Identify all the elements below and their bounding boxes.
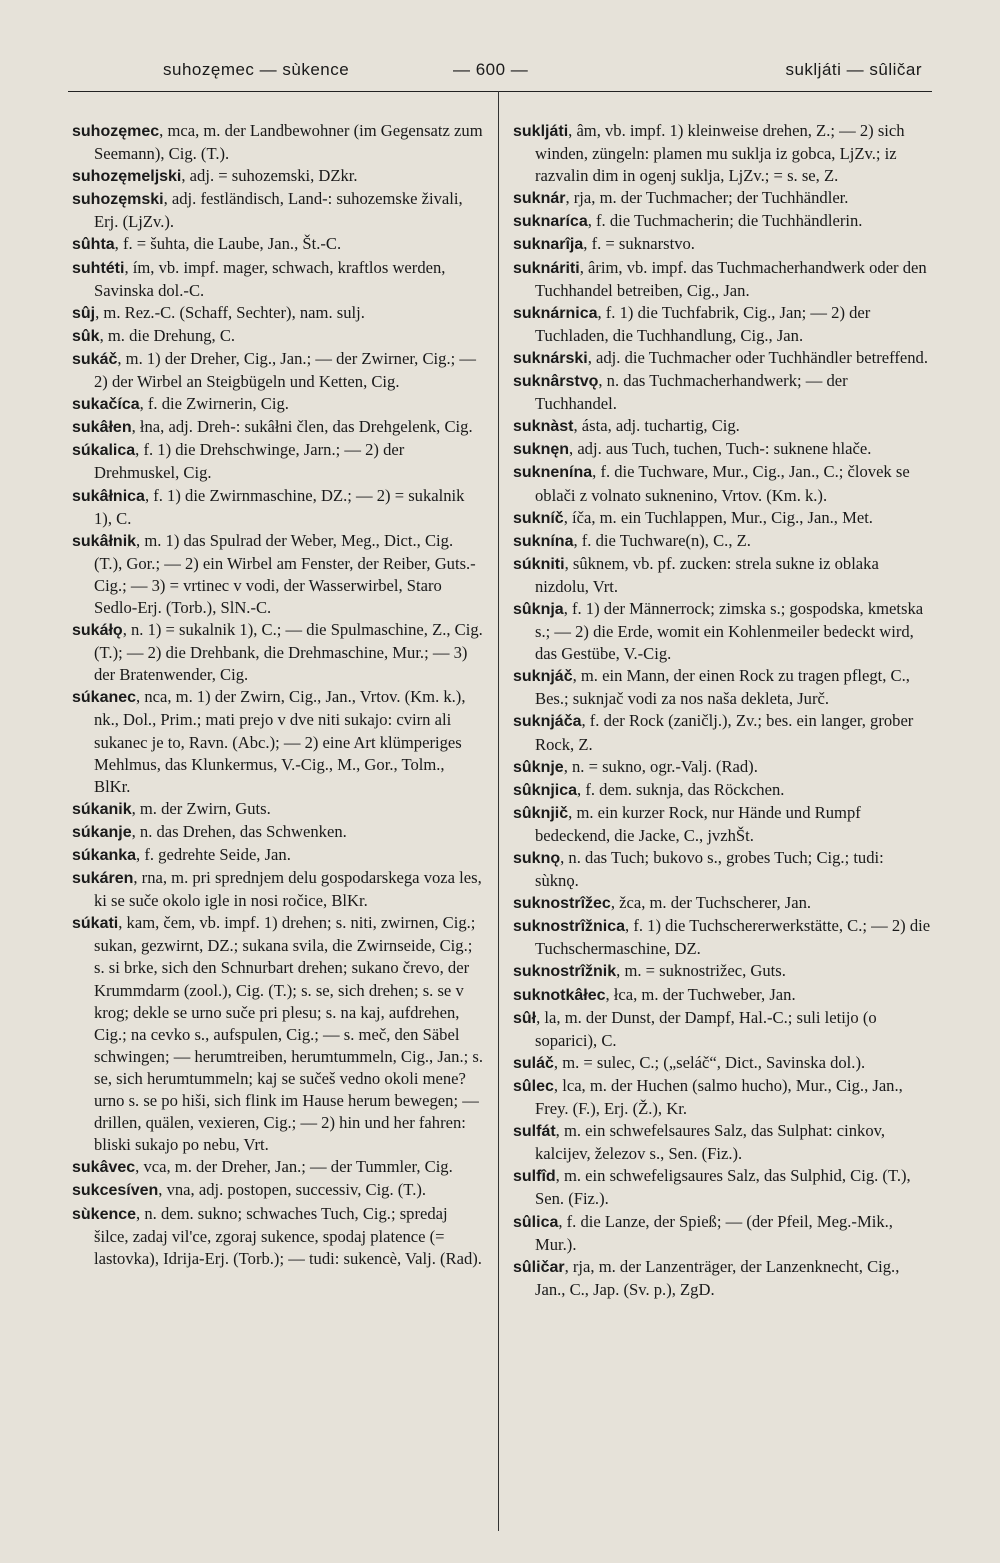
dictionary-entry [513, 665, 931, 710]
dictionary-entry [72, 348, 484, 393]
dictionary-entry [513, 530, 931, 553]
entry-headword: suknáriti [513, 259, 580, 277]
dictionary-entry [72, 1179, 484, 1202]
entry-definition: , âm, vb. impf. 1) kleinweise drehen, Z.; — 2) sich winden, züngeln: plamen mu suklja iz gobca, LjZv.; iz razvalin dim in ogenj suklja, LjZv.; = s. se, Z. [535, 121, 905, 186]
entry-headword: suhozęmski [72, 191, 164, 209]
dictionary-entry [513, 120, 931, 187]
dictionary-entry [513, 461, 931, 506]
entry-headword: sulfîd [513, 1168, 556, 1186]
entry-definition: , f. = suknarstvo. [583, 234, 695, 254]
entry-headword: sukníč [513, 509, 564, 527]
dictionary-entry [513, 233, 931, 256]
entry-headword: sulfát [513, 1123, 556, 1141]
entry-definition: , f. 1) die Drehschwinge, Jarn.; — 2) der Drehmuskel, Cig. [94, 440, 405, 483]
entry-definition: , n. das Tuchmacherhandwerk; — der Tuchhandel. [535, 371, 848, 414]
entry-headword: suláč [513, 1054, 554, 1072]
dictionary-entry [72, 165, 484, 188]
dictionary-entry [72, 188, 484, 233]
entry-headword: sûknja [513, 600, 564, 618]
entry-headword: súkanik [72, 800, 132, 818]
entry-definition: , m. Rez.-C. (Schaff, Sechter), nam. sulj. [95, 302, 365, 322]
entry-headword: súkanka [72, 847, 137, 864]
entry-headword: sûknjica [513, 781, 578, 799]
dictionary-entry [513, 960, 931, 983]
entry-definition: , ârim, vb. impf. das Tuchmacherhandwerk oder den Tuchhandel betreiben, Cig., Jan. [535, 257, 927, 300]
entry-headword: sukačíca [72, 396, 140, 414]
entry-headword: suhozęmec [72, 123, 160, 140]
dictionary-entry [72, 867, 484, 912]
entry-definition: , n. = sukno, ogr.-Valj. (Rad). [563, 756, 758, 776]
entry-definition: , m. 1) das Spulrad der Weber, Meg., Dict., Cig. (T.), Gor.; — 2) ein Wirbel am Fenster, der Reiber, Guts.-Cig.; — 3) = vrtinec v vodi, der Wasserwirbel, Staro Sedlo-Erj. (Torb.), SlN.-C. [94, 530, 476, 617]
dictionary-entry [513, 507, 931, 530]
entry-headword: sùkence [72, 1205, 137, 1223]
entry-definition: , m. = suknostrižec, Guts. [616, 961, 786, 981]
entry-definition: , kam, čem, vb. impf. 1) drehen; s. niti, zwirnen, Cig.; sukan, gezwirnt, DZ.; sukana svila, die Zwirnseide, Cig.; s. si brke, sich den Schnurbart drehen; sukano črevo, der Krummdarm (zool.), Cig. (T.); s. se, sich drehen; s. se v krog; dekle se urno suče pri plesu; s. na kaj, aufdrehen, Cig.; na cevko s., aufspulen, Cig.; — s. meč, den Säbel schwingen; — herumtreiben, herumtummeln, Cig., Jan.; s. se, sich herumtummeln; kaj se sučeš vedno okoli mene? urno s. se po hiši, sich flink im Hause herum bewegen; — drillen, quälen, vexieren, Cig.; — 2) hin und her fahren: bliski sukajo po nebu, Vrt. [94, 913, 483, 1155]
entry-definition: , f. 1) die Tuchschererwerkstätte, C.; — 2) die Tuchschermaschine, DZ. [535, 916, 931, 959]
dictionary-entry [513, 415, 931, 438]
dictionary-entry [513, 847, 931, 892]
dictionary-entry [513, 257, 931, 302]
dictionary-entry [513, 302, 931, 347]
dictionary-entry [72, 530, 484, 619]
dictionary-entry [72, 485, 484, 530]
dictionary-entry [513, 370, 931, 415]
entry-definition: , n. das Tuch; bukovo s., grobes Tuch; Cig.; tudi: sùknǫ. [535, 848, 884, 891]
entry-headword: suknárnica [513, 304, 598, 322]
entry-definition: , m. = sulec, C.; („seláč“, Dict., Savinska dol.). [553, 1052, 866, 1072]
dictionary-entry [513, 779, 931, 802]
entry-definition: , f. gedrehte Seide, Jan. [136, 845, 291, 864]
entry-definition: , f. die Tuchmacherin; die Tuchhändlerin. [587, 211, 863, 231]
dictionary-entry [72, 1156, 484, 1179]
entry-definition: , ím, vb. impf. mager, schwach, kraftlos werden, Savinska dol.-C. [94, 257, 446, 300]
column-divider [498, 91, 499, 1531]
dictionary-entry [513, 438, 931, 461]
entry-definition: , łna, adj. Dreh-: sukâłni člen, das Drehgelenk, Cig. [131, 417, 473, 437]
entry-headword: sûknjič [513, 804, 569, 822]
dictionary-entry [72, 416, 484, 439]
entry-headword: sûł [513, 1009, 537, 1027]
dictionary-entry [72, 233, 484, 256]
entry-definition: , f. 1) die Zwirnmaschine, DZ.; — 2) = sukalnik 1), C. [94, 485, 465, 528]
entry-headword: sukáč [72, 350, 118, 368]
entry-definition: , m. die Drehung, C. [99, 325, 236, 345]
entry-definition: , f. die Tuchware, Mur., Cig., Jan., C.; človek se oblači z volnato suknenino, Vrtov. (Km. k.). [535, 462, 910, 505]
entry-headword: súkanje [72, 823, 132, 841]
dictionary-entry [513, 1120, 931, 1165]
entry-headword: suknína [513, 532, 574, 550]
entry-headword: sûk [72, 327, 100, 345]
entry-headword: sukâłen [72, 419, 132, 437]
dictionary-entry [513, 1211, 931, 1256]
entry-definition: , m. ein Mann, der einen Rock zu tragen pflegt, C., Bes.; suknjač vodi za nos naša dekleta, Jurč. [535, 666, 910, 709]
entry-headword: suknotkâłec [513, 986, 606, 1004]
entry-headword: súkniti [513, 555, 565, 573]
dictionary-entry [72, 439, 484, 484]
dictionary-entry [72, 120, 484, 165]
header-right-guideword: sukljáti — sûličar [785, 60, 922, 79]
entry-definition: , f. = šuhta, die Laube, Jan., Št.-C. [114, 234, 342, 254]
entry-definition: , vca, m. der Dreher, Jan.; — der Tummler, Cig. [135, 1157, 453, 1177]
dictionary-entry [513, 553, 931, 598]
entry-definition: , m. ein schwefeligsaures Salz, das Sulphid, Cig. (T.), Sen. (Fiz.). [535, 1166, 911, 1209]
entry-headword: sukâłnik [72, 532, 137, 550]
right-column [513, 120, 931, 1301]
page-number: — 600 — [453, 60, 529, 79]
entry-definition: , n. 1) = sukalnik 1), C.; — die Spulmaschine, Z., Cig. (T.); — 2) die Drehbank, die Drehmaschine, Mur.; — 3) der Bratenwender, Cig. [94, 620, 483, 685]
entry-definition: , f. der Rock (zaničlj.), Zv.; bes. ein langer, grober Rock, Z. [535, 711, 914, 754]
entry-definition: , rna, m. pri sprednjem delu gospodarskega voza les, ki se suče okolo igle in nosi ročice, BlKr. [94, 868, 482, 911]
entry-definition: , íča, m. ein Tuchlappen, Mur., Cig., Jan., Met. [563, 507, 873, 527]
entry-definition: , adj. die Tuchmacher oder Tuchhändler betreffend. [587, 347, 928, 367]
entry-definition: , rja, m. der Tuchmacher; der Tuchhändler. [565, 188, 849, 208]
dictionary-entry [72, 912, 484, 1156]
entry-headword: suknárski [513, 349, 588, 367]
entry-definition: , m. ein kurzer Rock, nur Hände und Rumpf bedeckend, die Jacke, C., jvzhŠt. [535, 802, 861, 845]
entry-definition: , lca, m. der Huchen (salmo hucho), Mur., Cig., Jan., Frey. (F.), Erj. (Ž.), Kr. [535, 1075, 903, 1119]
entry-definition: , f. die Tuchware(n), C., Z. [573, 530, 751, 550]
entry-definition: , sûknem, vb. pf. zucken: strela sukne iz oblaka nizdolu, Vrt. [535, 553, 879, 596]
entry-definition: , la, m. der Dunst, der Dampf, Hal.-C.; suli letijo (o soparici), C. [535, 1007, 877, 1050]
entry-headword: sukáren [72, 870, 134, 888]
dictionary-entry [513, 187, 931, 210]
dictionary-entry [72, 325, 484, 348]
entry-definition: , adj. aus Tuch, tuchen, Tuch-: suknene hlače. [569, 439, 872, 459]
entry-headword: sukâvec [72, 1159, 136, 1177]
entry-definition: , n. das Drehen, das Schwenken. [131, 821, 347, 841]
dictionary-entry [513, 915, 931, 960]
entry-definition: , žca, m. der Tuchscherer, Jan. [610, 893, 812, 913]
entry-headword: suknostrîžec [513, 895, 611, 913]
entry-definition: , nca, m. 1) der Zwirn, Cig., Jan., Vrtov. (Km. k.), nk., Dol., Prim.; mati prejo v dve niti sukajo: cvirn ali sukanec je to, Ravn. (Abc.); — 2) eine Art klümperiges Mehlmus, das Klunkermus, V.-Cig., M., Gor., Tolm., BlKr. [94, 687, 466, 796]
entry-headword: sûhta [72, 236, 115, 254]
dictionary-entry [72, 1203, 484, 1270]
entry-headword: suknjáč [513, 668, 573, 686]
dictionary-entry [513, 710, 931, 755]
entry-headword: suknǫ [513, 850, 561, 867]
entry-definition: , m. 1) der Dreher, Cig., Jan.; — der Zwirner, Cig.; — 2) der Wirbel an Steigbügeln und Ketten, Cig. [94, 348, 476, 392]
dictionary-entry [72, 844, 484, 867]
entry-definition: , f. die Zwirnerin, Cig. [139, 394, 289, 414]
dictionary-entry [72, 686, 484, 797]
entry-headword: suknjáča [513, 713, 582, 731]
dictionary-entry [513, 1007, 931, 1052]
entry-headword: suknenína [513, 464, 593, 482]
entry-definition: , m. ein schwefelsaures Salz, das Sulphat: cinkov, kalcijev, železov s., Sen. (Fiz.). [535, 1121, 886, 1164]
dictionary-entry [513, 1165, 931, 1210]
entry-headword: suknàst [513, 418, 574, 436]
dictionary-entry [513, 802, 931, 847]
entry-headword: suhtéti [72, 259, 125, 277]
entry-headword: suknarîja [513, 236, 584, 254]
dictionary-entry [513, 598, 931, 665]
entry-definition: , f. 1) der Männerrock; zimska s.; gospodska, kmetska s.; — 2) die Erde, womit ein Kohlenmeiler bedeckt wird, das Gestübe, V.-Cig. [535, 598, 924, 664]
entry-headword: suknęn [513, 441, 570, 459]
dictionary-entry [513, 210, 931, 233]
entry-headword: suknârstvǫ [513, 373, 599, 391]
dictionary-entry [513, 347, 931, 370]
entry-headword: sûknje [513, 758, 564, 776]
entry-headword: suknostrîžnica [513, 918, 626, 936]
entry-headword: suknostrîžnik [513, 963, 617, 981]
dictionary-entry [513, 984, 931, 1007]
entry-definition: , f. dem. suknja, das Röckchen. [577, 779, 785, 799]
dictionary-entry [513, 1052, 931, 1075]
entry-definition: , adj. = suhozemski, DZkr. [181, 166, 358, 186]
page-header [68, 52, 932, 84]
dictionary-entry [72, 798, 484, 821]
dictionary-entry [513, 1256, 931, 1301]
entry-definition: , łca, m. der Tuchweber, Jan. [605, 984, 796, 1004]
entry-headword: suknaríca [513, 213, 588, 231]
entry-headword: sûlec [513, 1077, 554, 1095]
entry-definition: , adj. festländisch, Land-: suhozemske živali, Erj. (LjZv.). [94, 189, 463, 232]
entry-headword: sûj [72, 304, 96, 322]
entry-definition: , mca, m. der Landbewohner (im Gegensatz zum Seemann), Cig. (T.). [94, 121, 483, 164]
entry-headword: suknár [513, 190, 566, 208]
entry-definition: , rja, m. der Lanzenträger, der Lanzenknecht, Cig., Jan., C., Jap. (Sv. p.), ZgD. [535, 1256, 900, 1299]
entry-definition: , vna, adj. postopen, successiv, Cig. (T.). [158, 1180, 427, 1200]
dictionary-entry [72, 302, 484, 325]
entry-headword: suhozęmeljski [72, 168, 182, 186]
dictionary-entry [513, 892, 931, 915]
entry-definition: , f. die Lanze, der Spieß; — (der Pfeil, Meg.-Mik., Mur.). [535, 1211, 893, 1254]
entry-headword: súkati [72, 915, 119, 933]
dictionary-entry [72, 821, 484, 844]
entry-headword: súkanec [72, 689, 137, 707]
entry-headword: súkalica [72, 442, 136, 460]
entry-definition: , m. der Zwirn, Guts. [131, 798, 271, 818]
dictionary-entry [513, 1075, 931, 1120]
header-left-guideword: suhozęmec — sùkence [163, 60, 350, 79]
dictionary-entry [72, 393, 484, 416]
entry-headword: sukcesíven [72, 1182, 159, 1200]
entry-headword: sukâłnica [72, 487, 145, 505]
entry-headword: sukljáti [513, 123, 569, 140]
entry-headword: sûličar [513, 1258, 565, 1276]
entry-definition: , n. dem. sukno; schwaches Tuch, Cig.; spredaj šilce, zadaj vil'ce, zgoraj sukence, spodaj platence (= lastovka), Idrija-Erj. (Torb.); — tudi: sukencè, Valj. (Rad). [94, 1203, 482, 1268]
entry-definition: , f. 1) die Tuchfabrik, Cig., Jan; — 2) der Tuchladen, die Tuchhandlung, Cig., Jan. [535, 302, 871, 345]
entry-headword: sûlica [513, 1213, 559, 1231]
header-rule [68, 91, 932, 92]
dictionary-entry [72, 619, 484, 686]
left-column [72, 120, 484, 1270]
entry-headword: sukáłǫ [72, 622, 123, 640]
dictionary-entry [513, 756, 931, 779]
entry-definition: , ásta, adj. tuchartig, Cig. [573, 416, 740, 436]
dictionary-entry [72, 257, 484, 302]
